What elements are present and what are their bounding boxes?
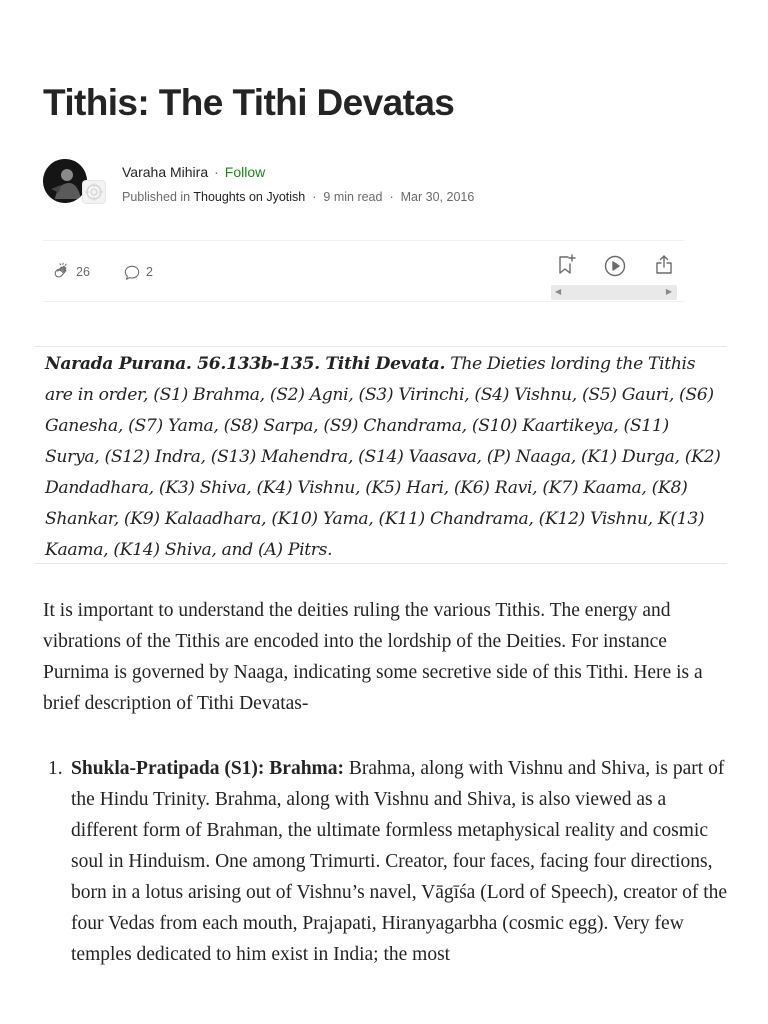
scroll-left-arrow-icon[interactable]: ◀ [555, 287, 562, 296]
article-title: Tithis: The Tithi Devatas [43, 82, 455, 123]
author-avatar[interactable] [43, 159, 87, 203]
share-icon[interactable] [652, 253, 676, 282]
play-icon[interactable] [603, 254, 627, 283]
author-name[interactable]: Varaha Mihira [122, 164, 209, 180]
list-item-number: 1. [48, 758, 63, 779]
read-time: 9 min read [323, 190, 383, 204]
publication-line [122, 188, 474, 206]
publication-avatar[interactable] [82, 180, 106, 204]
publication-link[interactable]: Thoughts on Jyotish [193, 190, 306, 204]
block-quote [35, 346, 727, 564]
intro-paragraph: It is important to understand the deities ruling the various Tithis. The energy and vibrations of the Tithis are encoded into the lordship of the Deities. For instance Purnima is governed by Naaga, indicating some secretive side of this Tithi. Here is a brief description of Tithi Devatas- [43, 600, 703, 714]
scroll-right-arrow-icon[interactable]: ▶ [665, 287, 672, 296]
separator-dot: · [389, 190, 394, 204]
clap-count: 26 [76, 265, 90, 279]
save-icon[interactable] [554, 253, 578, 282]
tithi-devata-list [43, 753, 733, 970]
article-action-bar [43, 240, 684, 302]
list-item-heading: Shukla-Pratipada (S1): Brahma: [71, 758, 345, 779]
comment-icon[interactable] [122, 263, 142, 288]
separator-dot: · [214, 164, 219, 180]
separator-dot: · [312, 190, 317, 204]
list-item [43, 753, 733, 970]
quote-bold-lead: Narada Purana. 56.133b-135. Tithi Devata. [45, 354, 446, 374]
comment-count: 2 [146, 265, 153, 279]
clap-icon[interactable] [52, 262, 72, 287]
publish-date: Mar 30, 2016 [400, 190, 475, 204]
quote-text: The Dieties lording the Tithis are in order, (S1) Brahma, (S2) Agni, (S3) Virinchi, (S4) Vishnu, (S5) Gauri, (S6) Ganesha, (S7) Yama, (S8) Sarpa, (S9) Chandrama, (S10) Kaartikeya, (S11) Surya, (S12) Indra, (S13) Mahendra, (S14) Vaasava, (P) Naaga, (K1) Durga, (K2) Dandadhara, (K3) Shiva, (K4) Vishnu, (K5) Hari, (K6) Ravi, (K7) Kaama, (K8) Shankar, (K9) Kalaadhara, (K10) Yama, (K11) Chandrama, (K12) Vishnu, K(13) Kaama, (K14) Shiva, and (A) Pitrs. [45, 354, 721, 560]
list-item-body [71, 753, 733, 970]
author-line [122, 163, 265, 181]
horizontal-scrollbar[interactable] [551, 285, 677, 300]
published-in-label: Published in [122, 190, 191, 204]
list-item-text: Brahma, along with Vishnu and Shiva, is part of the Hindu Trinity. Brahma, along with Vishnu and Shiva, is also viewed as a different form of Brahman, the ultimate formless metaphysical reality and cosmic soul in Hinduism. One among Trimurti. Creator, four faces, facing four directions, born in a lotus arising out of Vishnu’s navel, Vāgīśa (Lord of Speech), creator of the four Vedas from each mouth, Prajapati, Hiranyagarbha (cosmic egg). Very few temples dedicated to him exist in India; the most [71, 758, 728, 965]
follow-button[interactable]: Follow [224, 164, 266, 180]
